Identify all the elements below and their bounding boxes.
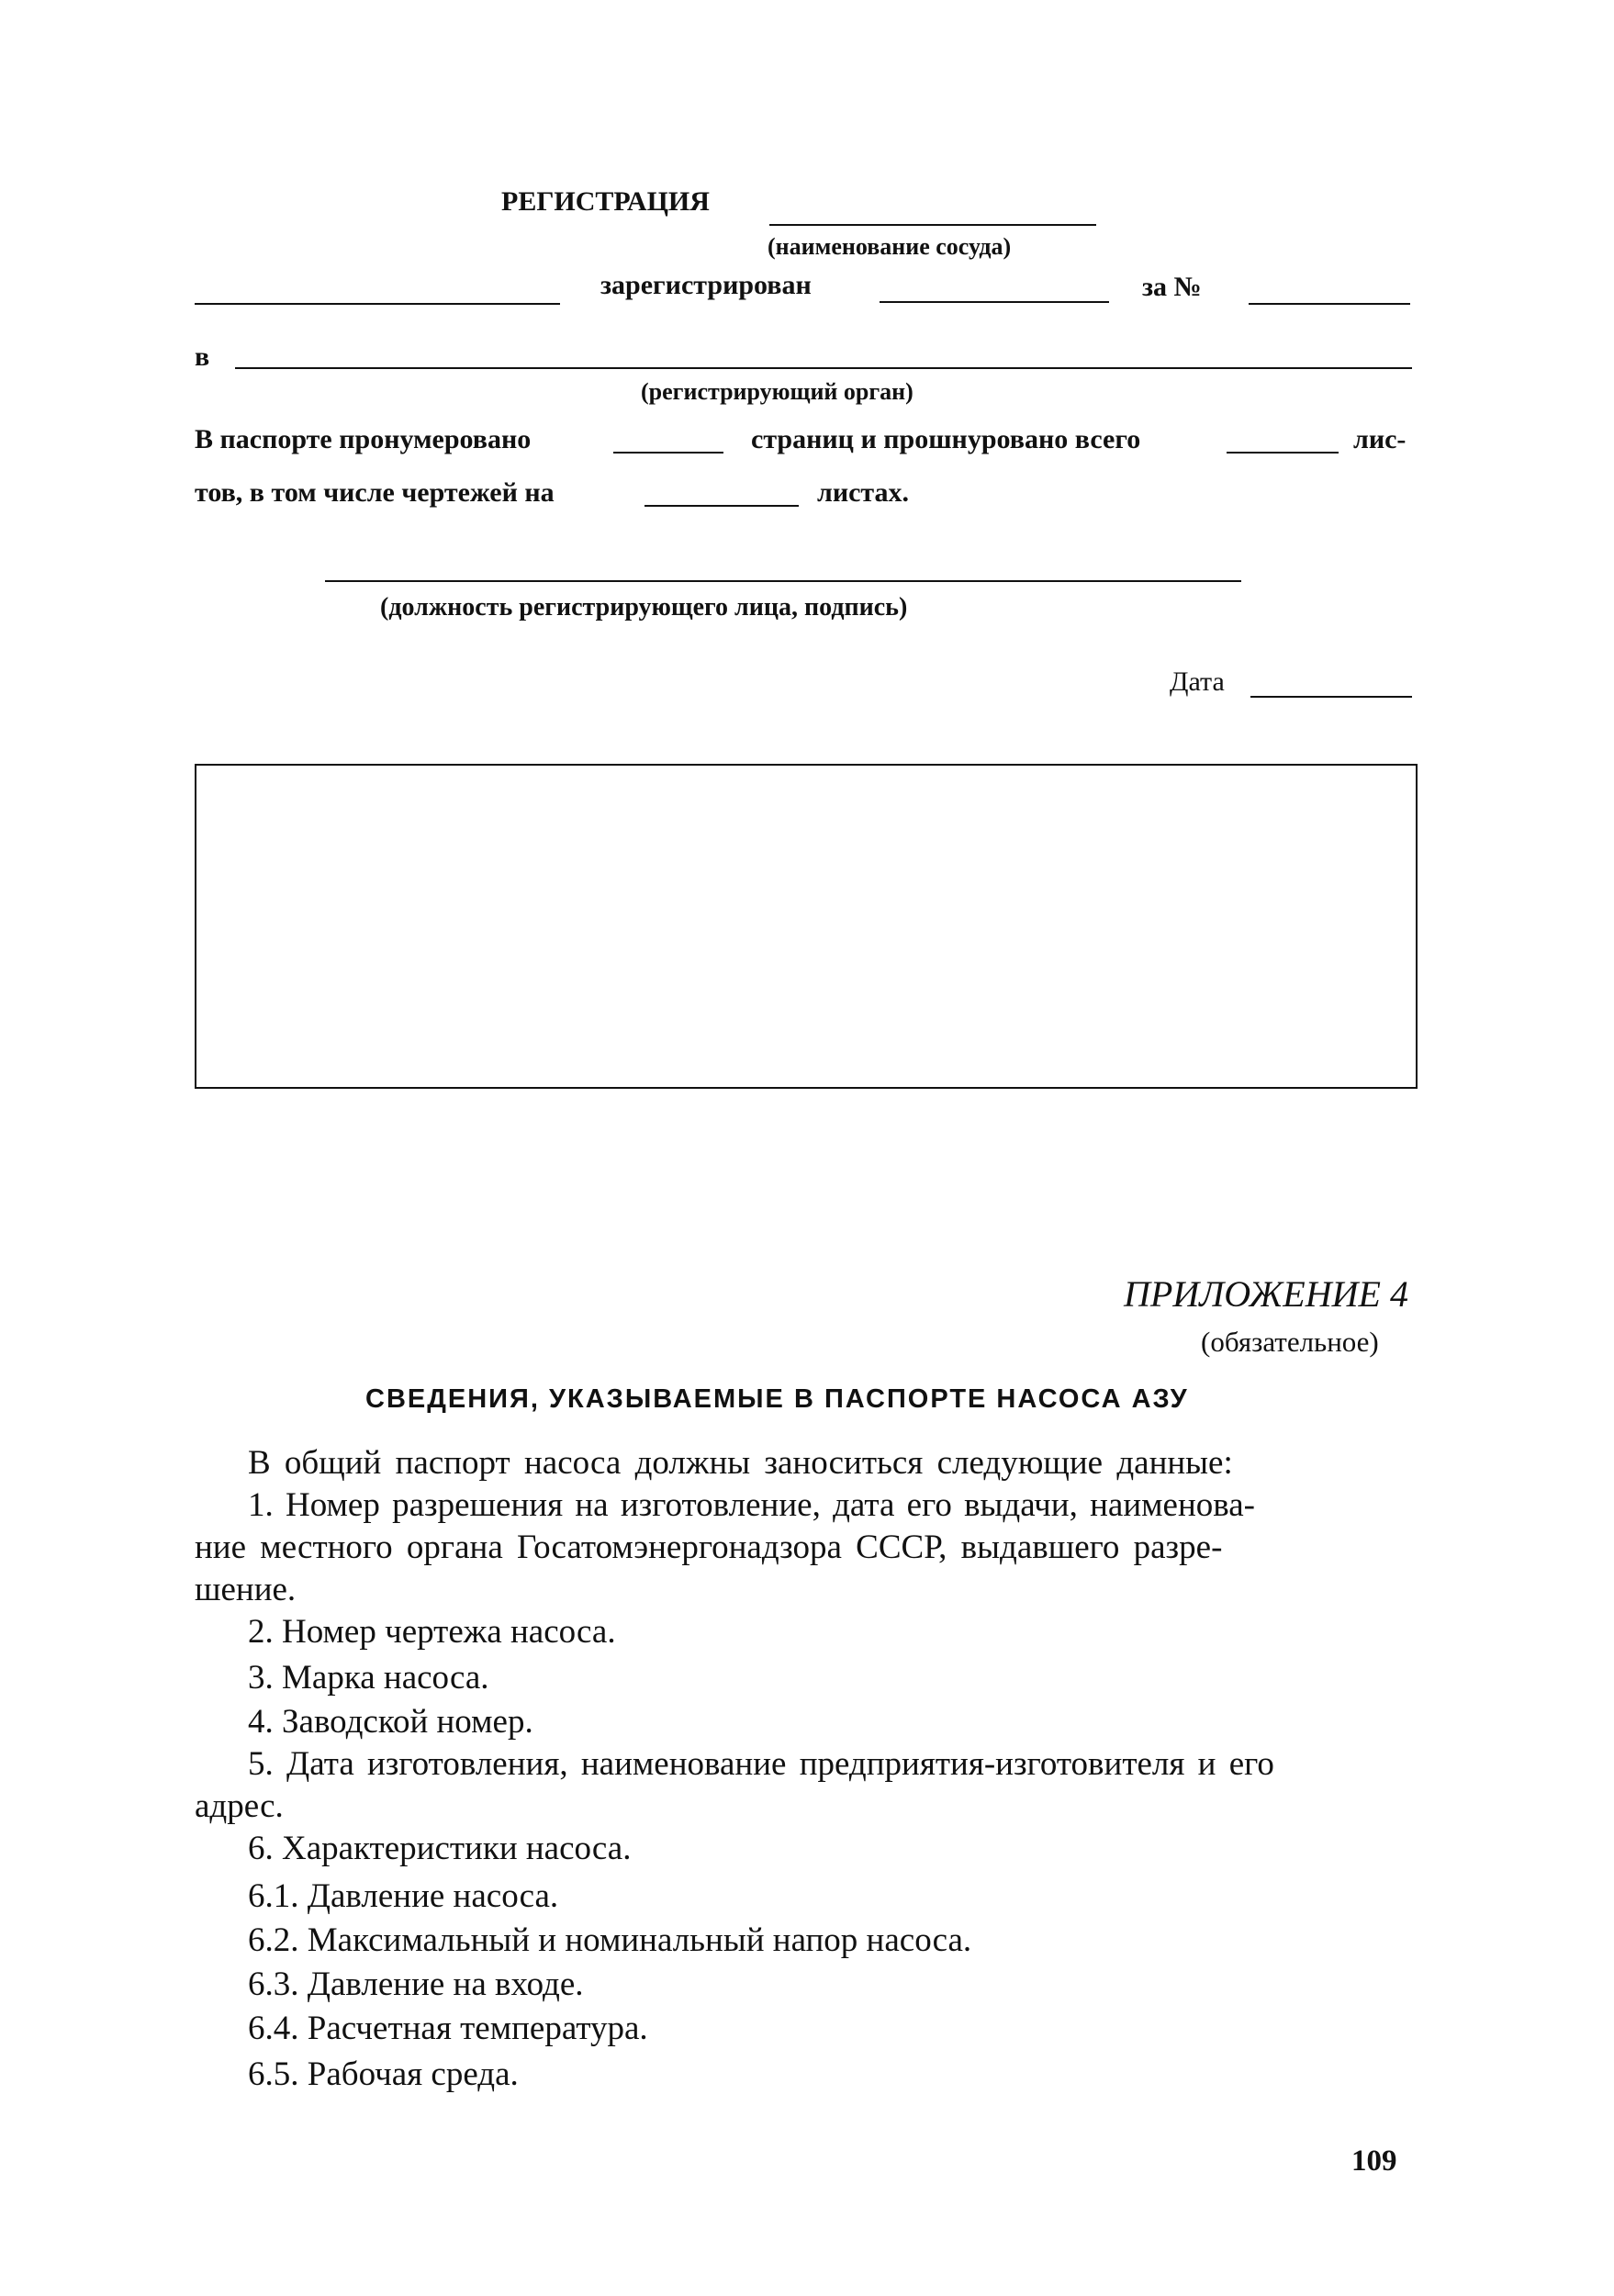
appendix-heading: СВЕДЕНИЯ, УКАЗЫВАЕМЫЕ В ПАСПОРТЕ НАСОСА АЗУ	[365, 1384, 1189, 1414]
appendix-line-12: 6.3. Давление на входе.	[248, 1966, 584, 2003]
appendix-line-14: 6.5. Рабочая среда.	[248, 2055, 519, 2093]
pages-text-1: В паспорте пронумеровано	[195, 424, 532, 454]
stamp-box	[195, 764, 1418, 1089]
drawings-sheets-field[interactable]	[644, 505, 799, 507]
appendix-subtitle: (обязательное)	[1201, 1326, 1379, 1358]
registering-authority-caption: (регистрирующий орган)	[641, 378, 913, 405]
vessel-name-caption: (наименование сосуда)	[768, 233, 1012, 260]
appendix-line-5: 3. Марка насоса.	[248, 1659, 489, 1697]
appendix-title: ПРИЛОЖЕНИЕ 4	[1124, 1273, 1408, 1315]
appendix-line-1: 1. Номер разрешения на изготовление, дата его выдачи, наименова-	[248, 1486, 1255, 1524]
pages-text-3: лис-	[1353, 424, 1407, 454]
pages-text-5: листах.	[817, 477, 910, 508]
pages-text-2: страниц и прошнуровано всего	[751, 424, 1141, 454]
appendix-line-2: ние местного органа Госатомэнергонадзора СССР, выдавшего разре-	[195, 1529, 1223, 1566]
pages-numbered-field[interactable]	[613, 452, 723, 454]
appendix-line-0: В общий паспорт насоса должны заноситься следующие данные:	[248, 1444, 1233, 1482]
page-number: 109	[1351, 2145, 1397, 2178]
appendix-line-7: 5. Дата изготовления, наименование предприятия-изготовителя и его	[248, 1745, 1274, 1783]
appendix-line-9: 6. Характеристики насоса.	[248, 1830, 632, 1867]
appendix-line-4: 2. Номер чертежа насоса.	[248, 1613, 616, 1651]
registration-blank-left[interactable]	[195, 303, 560, 305]
appendix-line-13: 6.4. Расчетная температура.	[248, 2010, 648, 2047]
appendix-line-11: 6.2. Максимальный и номинальный напор насоса.	[248, 1921, 972, 1959]
signature-caption: (должность регистрирующего лица, подпись)	[380, 593, 908, 622]
date-field[interactable]	[1250, 696, 1412, 698]
pages-text-4: тов, в том числе чертежей на	[195, 477, 555, 508]
signature-field[interactable]	[325, 580, 1241, 582]
registration-number-field[interactable]	[1249, 303, 1410, 305]
appendix-line-6: 4. Заводской номер.	[248, 1703, 533, 1741]
appendix-line-10: 6.1. Давление насоса.	[248, 1877, 559, 1915]
registered-date-field[interactable]	[880, 301, 1109, 303]
sheets-total-field[interactable]	[1227, 452, 1339, 454]
date-label: Дата	[1170, 666, 1225, 697]
appendix-line-8: адрес.	[195, 1787, 284, 1825]
registration-heading: РЕГИСТРАЦИЯ	[501, 186, 710, 217]
vessel-name-field[interactable]	[769, 224, 1096, 226]
registered-label: зарегистрирован	[600, 270, 812, 300]
registering-authority-field[interactable]	[235, 367, 1412, 369]
appendix-line-3: шение.	[195, 1571, 297, 1608]
in-label: в	[195, 342, 210, 372]
number-label: за №	[1142, 272, 1202, 302]
